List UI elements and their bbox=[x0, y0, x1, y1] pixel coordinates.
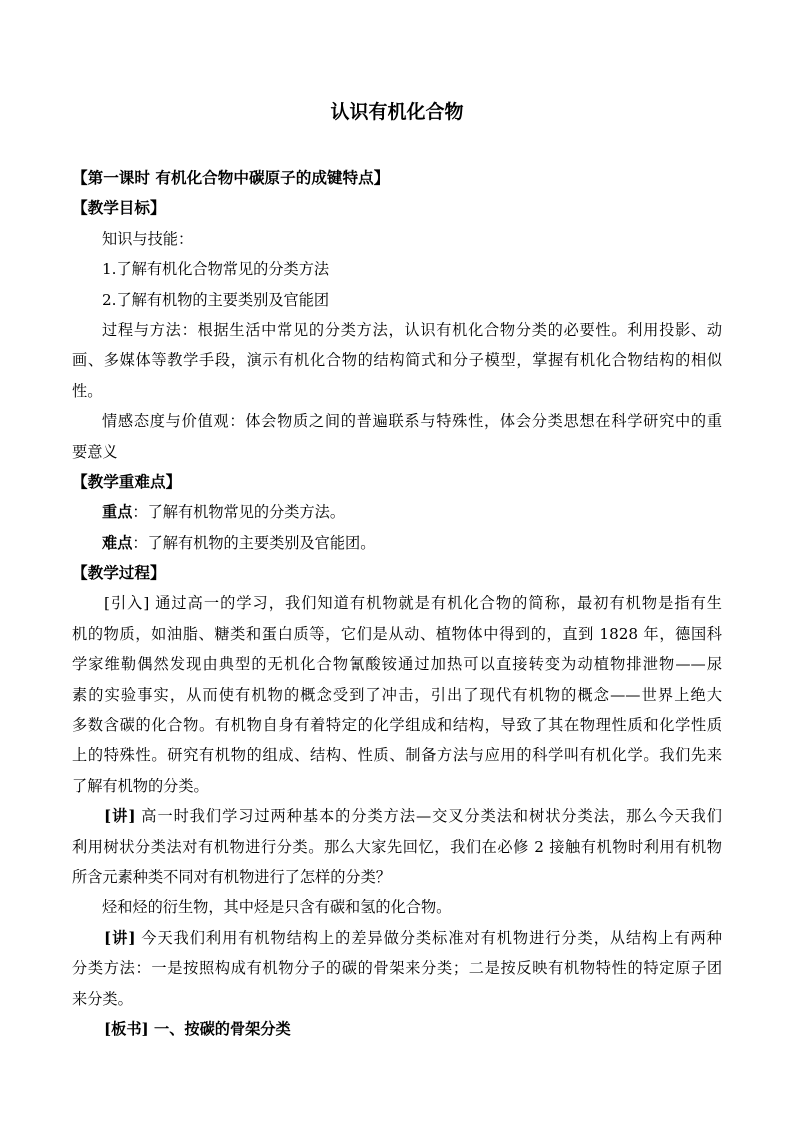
knowledge-label: 知识与技能： bbox=[102, 229, 194, 248]
intro-paragraph-line: 了解有机物的分类。 bbox=[72, 776, 209, 795]
goal-item-1: 1.了解有机化合物常见的分类方法 bbox=[102, 260, 330, 279]
talk-paragraph-line: 来分类。 bbox=[72, 989, 133, 1008]
talk-paragraph-line bbox=[72, 801, 722, 831]
difficulty-point bbox=[72, 528, 722, 558]
intro-paragraph-line: 机的物质，如油脂、糖类和蛋白质等，它们是从动、植物体中得到的，直到 1828 年，德国科 bbox=[72, 624, 722, 643]
talk-text: 今天我们利用有机物结构上的差异做分类标准对有机物进行分类，从结构上有两种 bbox=[135, 928, 722, 947]
intro-paragraph-line: 上的特殊性。研究有机物的组成、结构、性质、制备方法与应用的科学叫有机化学。我们先来 bbox=[72, 746, 722, 765]
lesson-heading: 【第一课时 有机化合物中碳原子的成键特点】 bbox=[72, 168, 390, 187]
board-label: [板书] bbox=[104, 1019, 149, 1038]
hydrocarbon-line: 烃和烃的衍生物，其中烃是只含有碳和氢的化合物。 bbox=[102, 898, 452, 917]
key-points-heading: 【教学重难点】 bbox=[72, 471, 182, 491]
board-text: 一、按碳的骨架分类 bbox=[148, 1019, 291, 1038]
focus-text: ：了解有机物常见的分类方法。 bbox=[132, 503, 345, 522]
talk-paragraph-line bbox=[72, 923, 722, 953]
process-method-line: 性。 bbox=[72, 381, 103, 400]
difficulty-label: 难点 bbox=[102, 533, 133, 552]
emotion-value-line: 情感态度与价值观：体会物质之间的普遍联系与特殊性，体会分类思想在科学研究中的重 bbox=[102, 412, 722, 431]
talk-paragraph-line: 利用树状分类法对有机物进行分类。那么大家先回忆，我们在必修 2 接触有机物时利用有机物 bbox=[72, 837, 722, 856]
intro-paragraph-line: 素的实验事实，从而使有机物的概念受到了冲击，引出了现代有机物的概念——世界上绝大 bbox=[72, 685, 722, 704]
teaching-process-heading: 【教学过程】 bbox=[72, 563, 166, 583]
intro-paragraph-line: 多数含碳的化合物。有机物自身有着特定的化学组成和结构，导致了其在物理性质和化学性质 bbox=[72, 716, 722, 735]
difficulty-text: ：了解有机物的主要类别及官能团。 bbox=[132, 533, 376, 552]
talk-label: [讲] bbox=[104, 928, 136, 947]
board-heading bbox=[72, 1014, 722, 1044]
talk-text: 高一时我们学习过两种基本的分类方法—交叉分类法和树状分类法，那么今天我们 bbox=[135, 807, 722, 826]
focus-point bbox=[72, 497, 722, 527]
intro-paragraph-line: 学家维勒偶然发现由典型的无机化合物氰酸铵通过加热可以直接转变为动植物排泄物——尿 bbox=[72, 655, 722, 674]
talk-paragraph-line: 分类方法：一是按照构成有机物分子的碳的骨架来分类；二是按反映有机物特性的特定原子团 bbox=[72, 959, 722, 978]
goal-item-2: 2.了解有机物的主要类别及官能团 bbox=[102, 290, 330, 309]
document-body bbox=[72, 163, 722, 1044]
intro-paragraph-line: [引入] 通过高一的学习，我们知道有机物就是有机化合物的简称，最初有机物是指有生 bbox=[104, 594, 722, 613]
focus-label: 重点 bbox=[102, 503, 133, 522]
talk-label: [讲] bbox=[104, 807, 136, 826]
goals-heading: 【教学目标】 bbox=[72, 198, 166, 218]
document-title: 认识有机化合物 bbox=[330, 101, 464, 123]
process-method-line: 过程与方法：根据生活中常见的分类方法，认识有机化合物分类的必要性。利用投影、动 bbox=[102, 320, 722, 339]
process-method-line: 画、多媒体等教学手段，演示有机化合物的结构简式和分子模型，掌握有机化合物结构的相似 bbox=[72, 351, 722, 370]
talk-paragraph-line: 所含元素种类不同对有机物进行了怎样的分类？ bbox=[72, 867, 391, 886]
emotion-value-line: 要意义 bbox=[72, 442, 118, 461]
